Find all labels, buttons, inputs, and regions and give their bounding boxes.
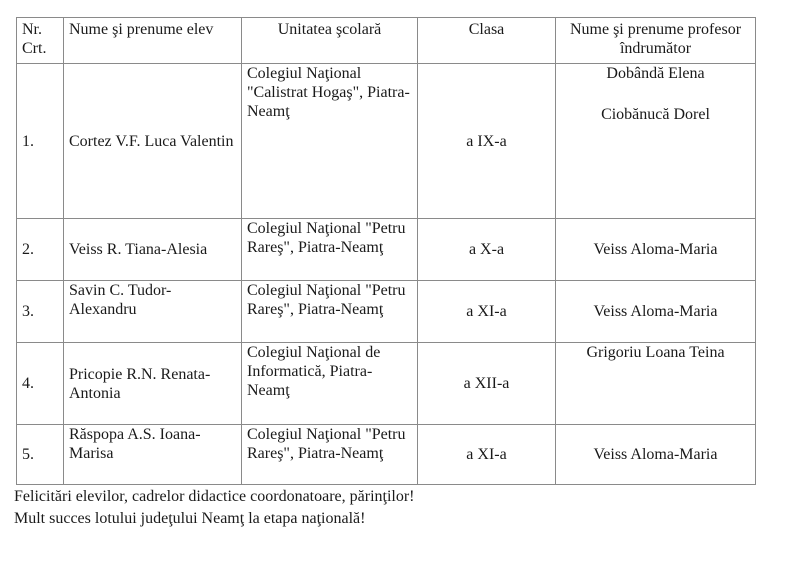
row-teachers — [556, 64, 756, 219]
row-nr: 5. — [17, 425, 64, 485]
row-name: Savin C. Tudor-Alexandru — [64, 281, 242, 343]
row-nr: 3. — [17, 281, 64, 343]
row-teachers: Grigoriu Loana Teina — [556, 343, 756, 425]
teacher-name: Ciobănucă Dorel — [601, 106, 710, 123]
footer-text — [14, 486, 415, 530]
row-class: a XI-a — [418, 425, 556, 485]
table-row — [17, 64, 756, 219]
congratulations-line: Felicitări elevilor, cadrelor didactice coordonatoare, părinţilor! — [14, 488, 415, 505]
results-table — [16, 17, 756, 485]
row-name: Veiss R. Tiana-Alesia — [64, 219, 242, 281]
header-school: Unitatea şcolară — [242, 18, 418, 64]
table-row — [17, 219, 756, 281]
row-nr: 4. — [17, 343, 64, 425]
row-school: Colegiul Naţional "Petru Rareş", Piatra-Neamţ — [242, 425, 418, 485]
row-school: Colegiul Naţional "Petru Rareş", Piatra-Neamţ — [242, 281, 418, 343]
row-teachers: Veiss Aloma-Maria — [556, 425, 756, 485]
table-row — [17, 281, 756, 343]
row-nr: 1. — [17, 64, 64, 219]
row-class: a IX-a — [418, 64, 556, 219]
row-class: a X-a — [418, 219, 556, 281]
good-luck-line: Mult succes lotului judeţului Neamţ la etapa naţională! — [14, 510, 366, 527]
teacher-name: Dobândă Elena — [606, 65, 705, 82]
header-nr: Nr. Crt. — [17, 18, 64, 64]
row-school: Colegiul Naţional de Informatică, Piatra-Neamţ — [242, 343, 418, 425]
row-class: a XII-a — [418, 343, 556, 425]
table-row — [17, 425, 756, 485]
row-nr: 2. — [17, 219, 64, 281]
row-name: Cortez V.F. Luca Valentin — [64, 64, 242, 219]
header-class: Clasa — [418, 18, 556, 64]
row-name: Pricopie R.N. Renata-Antonia — [64, 343, 242, 425]
row-class: a XI-a — [418, 281, 556, 343]
row-teachers: Veiss Aloma-Maria — [556, 219, 756, 281]
row-school: Colegiul Naţional "Petru Rareş", Piatra-Neamţ — [242, 219, 418, 281]
header-name: Nume şi prenume elev — [64, 18, 242, 64]
table-row — [17, 343, 756, 425]
row-teachers: Veiss Aloma-Maria — [556, 281, 756, 343]
header-teacher: Nume şi prenume profesor îndrumător — [556, 18, 756, 64]
header-row — [17, 18, 756, 64]
row-school: Colegiul Naţional "Calistrat Hogaş", Piatra-Neamţ — [242, 64, 418, 219]
row-name: Răspopa A.S. Ioana-Marisa — [64, 425, 242, 485]
